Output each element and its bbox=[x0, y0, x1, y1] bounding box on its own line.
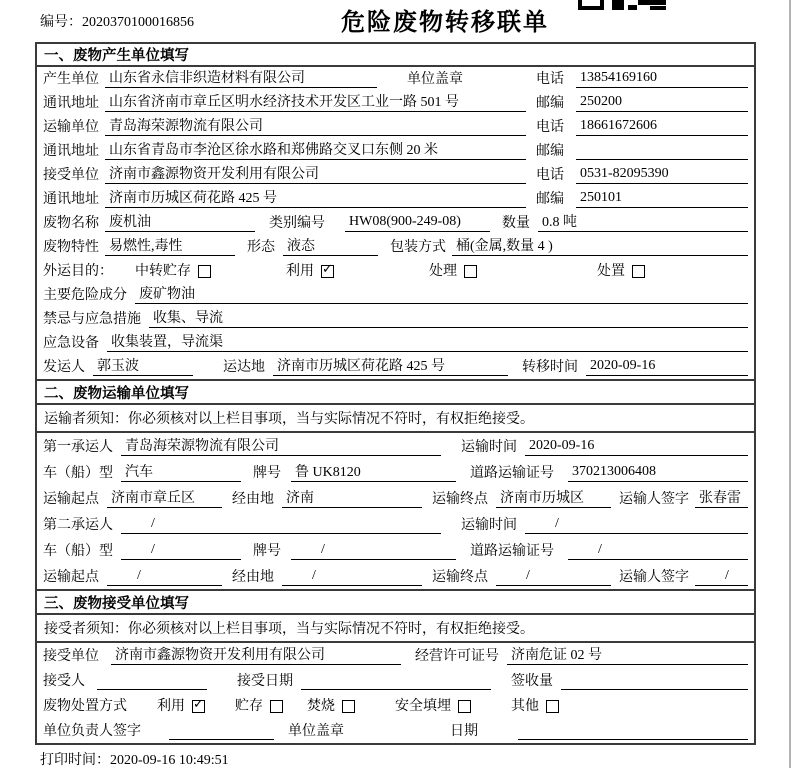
producer-address-value: 山东省济南市章丘区明水经济技术开发区工业一路 501 号 bbox=[105, 91, 526, 112]
disposal-option-label: 其他 bbox=[511, 699, 539, 714]
origin1-value: 济南市章丘区 bbox=[107, 487, 222, 508]
producer-address-row bbox=[37, 91, 754, 115]
taboo-measures-value: 收集、导流 bbox=[149, 307, 748, 328]
receiver-unit-value: 济南市鑫源物资开发利用有限公司 bbox=[105, 163, 526, 184]
disposal-option-label: 焚烧 bbox=[307, 699, 335, 714]
vehicle-type-label: 车（船）型 bbox=[43, 466, 113, 481]
purpose-option-label: 处理 bbox=[429, 264, 457, 279]
road-permit-label: 道路运输证号 bbox=[470, 544, 554, 559]
disposal-option-label: 安全填埋 bbox=[395, 699, 451, 714]
carrier-sign-label: 运输人签字 bbox=[619, 492, 689, 507]
vehicle2-value: / bbox=[121, 542, 241, 560]
page-title: 危险废物转移联单 bbox=[341, 10, 549, 36]
receiver-address-row bbox=[37, 187, 754, 211]
terminus1-value: 济南市历城区 bbox=[496, 487, 611, 508]
purpose-option-transit-storage bbox=[135, 260, 211, 280]
transporter-address-value: 山东省青岛市李沧区徐水路和郑佛路交叉口东侧 20 米 bbox=[105, 139, 526, 160]
manifest-form-table bbox=[35, 42, 756, 745]
disposal-option-label: 贮存 bbox=[235, 699, 263, 714]
shipper-row bbox=[37, 355, 754, 379]
vehicle-type-label: 车（船）型 bbox=[43, 544, 113, 559]
treat-checkbox bbox=[464, 265, 477, 278]
phone-label: 电话 bbox=[536, 120, 564, 135]
emergency-equipment-value: 收集装置，导流渠 bbox=[107, 331, 748, 352]
address-label: 通讯地址 bbox=[43, 192, 99, 207]
disposal-incinerate-checkbox bbox=[342, 700, 355, 713]
address-label: 通讯地址 bbox=[43, 96, 99, 111]
receiver-unit-row bbox=[37, 163, 754, 187]
transporter-phone-value: 18661672606 bbox=[576, 118, 748, 136]
plate-label: 牌号 bbox=[253, 466, 281, 481]
accepting-unit-value: 济南市鑫源物资开发利用有限公司 bbox=[111, 644, 401, 665]
via2-value: / bbox=[282, 568, 422, 586]
license-label: 经营许可证号 bbox=[415, 649, 499, 664]
producer-unit-label: 产生单位 bbox=[43, 72, 99, 87]
zip-label: 邮编 bbox=[536, 144, 564, 159]
license-value: 济南危证 02 号 bbox=[507, 644, 748, 665]
shipper-label: 发运人 bbox=[43, 360, 85, 375]
waste-traits-value: 易燃性,毒性 bbox=[105, 235, 235, 256]
taboo-measures-label: 禁忌与应急措施 bbox=[43, 312, 141, 327]
producer-phone-value: 13854169160 bbox=[576, 70, 748, 88]
purpose-option-utilize bbox=[286, 260, 334, 280]
purpose-option-treat bbox=[429, 260, 477, 280]
transporter-unit-label: 运输单位 bbox=[43, 120, 99, 135]
terminus2-value: / bbox=[496, 568, 611, 586]
transporter-notice: 运输者须知：你必须核对以上栏目事项，当与实际情况不符时，有权拒绝接受。 bbox=[37, 405, 754, 433]
receiver-zip-value: 250101 bbox=[576, 190, 748, 208]
shipper-value: 郭玉波 bbox=[93, 355, 193, 376]
waste-name-label: 废物名称 bbox=[43, 216, 99, 231]
transfer-time-value: 2020-09-16 bbox=[586, 358, 748, 376]
transfer-time-label: 转移时间 bbox=[522, 360, 578, 375]
origin-label: 运输起点 bbox=[43, 570, 99, 585]
accept-date-value bbox=[301, 672, 491, 690]
origin-label: 运输起点 bbox=[43, 492, 99, 507]
second-carrier-label: 第二承运人 bbox=[43, 518, 113, 533]
disposal-option-incinerate bbox=[307, 695, 355, 715]
permit1-value: 370213006408 bbox=[568, 464, 748, 482]
disposal-method-row bbox=[37, 693, 754, 718]
emergency-equipment-row bbox=[37, 331, 754, 355]
responsible-sign-row bbox=[37, 718, 754, 743]
print-time-value: 2020-09-16 10:49:51 bbox=[110, 753, 229, 768]
terminus-label: 运输终点 bbox=[432, 570, 488, 585]
route1-row bbox=[37, 485, 754, 511]
category-code-label: 类别编号 bbox=[269, 216, 325, 231]
accept-person-row bbox=[37, 668, 754, 693]
via1-value: 济南 bbox=[282, 487, 422, 508]
road-permit-label: 道路运输证号 bbox=[470, 466, 554, 481]
second-carrier-value: / bbox=[121, 516, 441, 534]
transfer-purpose-row bbox=[37, 259, 754, 283]
quantity-label: 数量 bbox=[502, 216, 530, 231]
receiver-address-value: 济南市历城区荷花路 425 号 bbox=[105, 187, 526, 208]
waste-name-row bbox=[37, 211, 754, 235]
origin2-value: / bbox=[107, 568, 222, 586]
zip-label: 邮编 bbox=[536, 96, 564, 111]
dispose-checkbox bbox=[632, 265, 645, 278]
transport-time-label: 运输时间 bbox=[461, 518, 517, 533]
date-value bbox=[518, 722, 748, 740]
section2-header: 二、废物运输单位填写 bbox=[37, 379, 754, 405]
responsible-sign-value bbox=[169, 722, 274, 740]
emergency-equipment-label: 应急设备 bbox=[43, 336, 99, 351]
purpose-option-label: 中转贮存 bbox=[135, 264, 191, 279]
permit2-value: / bbox=[568, 542, 748, 560]
terminus-label: 运输终点 bbox=[432, 492, 488, 507]
address-label: 通讯地址 bbox=[43, 144, 99, 159]
disposal-option-storage bbox=[235, 695, 283, 715]
transporter-unit-row bbox=[37, 115, 754, 139]
purpose-option-label: 处置 bbox=[597, 264, 625, 279]
waste-traits-label: 废物特性 bbox=[43, 240, 99, 255]
page-edge-divider bbox=[789, 0, 791, 768]
packaging-value: 桶(金属,数量 4 ) bbox=[452, 235, 748, 256]
phone-label: 电话 bbox=[536, 72, 564, 87]
plate-label: 牌号 bbox=[253, 544, 281, 559]
form-label: 形态 bbox=[247, 240, 275, 255]
via-label: 经由地 bbox=[232, 570, 274, 585]
main-hazard-label: 主要危险成分 bbox=[43, 288, 127, 303]
quantity-value: 0.8 吨 bbox=[538, 211, 748, 232]
section1-header: 一、废物产生单位填写 bbox=[37, 44, 754, 67]
vehicle1-row bbox=[37, 459, 754, 485]
disposal-option-landfill bbox=[395, 695, 471, 715]
first-carrier-time-value: 2020-09-16 bbox=[525, 438, 748, 456]
qr-code-partial bbox=[578, 0, 666, 10]
utilize-checkbox bbox=[321, 265, 334, 278]
via-label: 经由地 bbox=[232, 492, 274, 507]
plate2-value: / bbox=[291, 542, 456, 560]
sign2-value: / bbox=[695, 568, 748, 586]
accept-date-label: 接受日期 bbox=[237, 674, 293, 689]
main-hazard-row bbox=[37, 283, 754, 307]
destination-label: 运达地 bbox=[223, 360, 265, 375]
transporter-address-row bbox=[37, 139, 754, 163]
purpose-option-label: 利用 bbox=[286, 264, 314, 279]
received-amount-label: 签收量 bbox=[511, 674, 553, 689]
first-carrier-value: 青岛海荣源物流有限公司 bbox=[121, 435, 441, 456]
producer-zip-value: 250200 bbox=[576, 94, 748, 112]
accept-person-label: 接受人 bbox=[43, 674, 85, 689]
doc-number-label: 编号： bbox=[40, 15, 82, 30]
unit-seal-label: 单位盖章 bbox=[288, 724, 344, 739]
plate1-value: 鲁 UK8120 bbox=[291, 461, 456, 482]
disposal-storage-checkbox bbox=[270, 700, 283, 713]
received-amount-value bbox=[561, 672, 748, 690]
transfer-purpose-label: 外运目的： bbox=[43, 264, 113, 279]
transport-time-label: 运输时间 bbox=[461, 440, 517, 455]
disposal-other-checkbox bbox=[546, 700, 559, 713]
form-value: 液态 bbox=[283, 235, 378, 256]
waste-name-value: 废机油 bbox=[105, 211, 255, 232]
disposal-method-label: 废物处置方式 bbox=[43, 699, 127, 714]
destination-value: 济南市历城区荷花路 425 号 bbox=[273, 355, 508, 376]
disposal-option-other bbox=[511, 695, 559, 715]
main-hazard-value: 废矿物油 bbox=[135, 283, 748, 304]
producer-unit-value: 山东省永信非织造材料有限公司 bbox=[105, 67, 377, 88]
vehicle2-row bbox=[37, 537, 754, 563]
vehicle1-value: 汽车 bbox=[121, 461, 241, 482]
carrier-sign-label: 运输人签字 bbox=[619, 570, 689, 585]
purpose-option-dispose bbox=[597, 260, 645, 280]
first-carrier-row bbox=[37, 433, 754, 459]
accepting-unit-label: 接受单位 bbox=[43, 649, 99, 664]
second-carrier-time-value: / bbox=[525, 516, 748, 534]
receiver-phone-value: 0531-82095390 bbox=[576, 166, 748, 184]
waste-traits-row bbox=[37, 235, 754, 259]
accepting-unit-row bbox=[37, 643, 754, 668]
second-carrier-row bbox=[37, 511, 754, 537]
receiver-unit-label: 接受单位 bbox=[43, 168, 99, 183]
unit-seal-label: 单位盖章 bbox=[407, 72, 463, 87]
zip-label: 邮编 bbox=[536, 192, 564, 207]
responsible-sign-label: 单位负责人签字 bbox=[43, 724, 141, 739]
producer-unit-row bbox=[37, 67, 754, 91]
route2-row bbox=[37, 563, 754, 589]
transit-storage-checkbox bbox=[198, 265, 211, 278]
taboo-measures-row bbox=[37, 307, 754, 331]
disposal-option-utilize bbox=[157, 695, 205, 715]
section3-header: 三、废物接受单位填写 bbox=[37, 589, 754, 615]
transporter-unit-value: 青岛海荣源物流有限公司 bbox=[105, 115, 526, 136]
category-code-value: HW08(900-249-08) bbox=[345, 214, 490, 232]
disposal-landfill-checkbox bbox=[458, 700, 471, 713]
date-label: 日期 bbox=[450, 724, 478, 739]
packaging-label: 包装方式 bbox=[390, 240, 446, 255]
transporter-zip-value bbox=[576, 142, 748, 160]
print-time bbox=[40, 749, 229, 768]
disposal-utilize-checkbox bbox=[192, 700, 205, 713]
accept-person-value bbox=[97, 672, 207, 690]
sign1-value: 张春雷 bbox=[695, 487, 748, 508]
doc-number-value: 2020370100016856 bbox=[82, 15, 194, 30]
print-time-label: 打印时间： bbox=[40, 753, 110, 768]
receiver-notice: 接受者须知：你必须核对以上栏目事项，当与实际情况不符时，有权拒绝接受。 bbox=[37, 615, 754, 643]
disposal-option-label: 利用 bbox=[157, 699, 185, 714]
phone-label: 电话 bbox=[536, 168, 564, 183]
first-carrier-label: 第一承运人 bbox=[43, 440, 113, 455]
